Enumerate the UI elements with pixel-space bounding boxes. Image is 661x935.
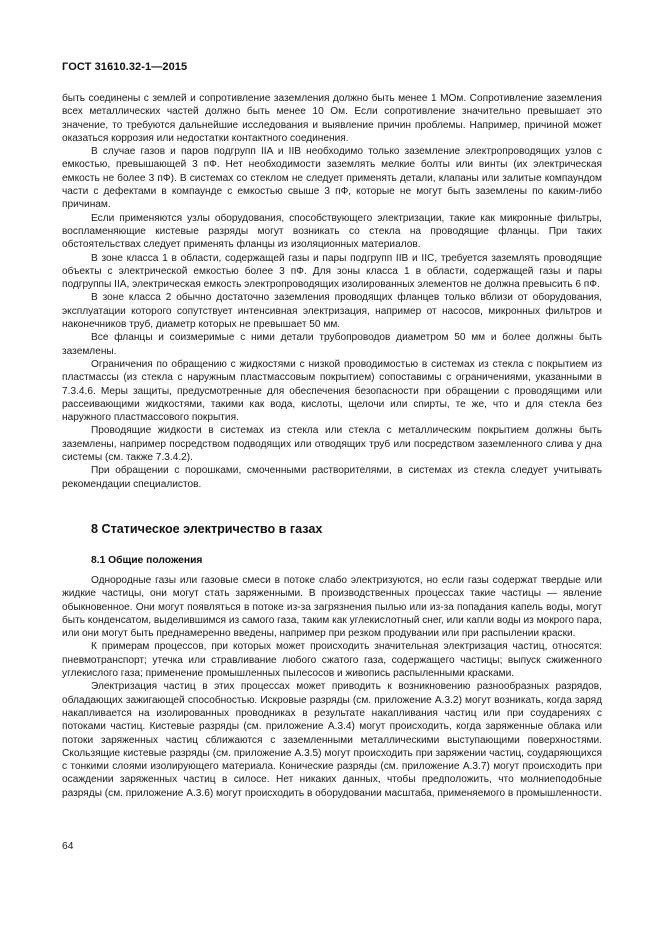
paragraph: Ограничения по обращению с жидкостями с низкой проводимостью в системах из стекла с покрытием из пластмассы (из стекла с наружным пластмассовым покрытием) сопоставимы с ограничениями, указанными в 7.3.4.6. Меры защиты, предусмотренные для обеспечения безопасности при обращении с проводящими или рассеивающими жидкостями, такими как вода, кислоты, щелочи или спирты, те же, что и для стекла без наружного пластмассового покрытия.	[62, 358, 602, 424]
document-header: ГОСТ 31610.32-1—2015	[62, 61, 188, 73]
paragraph: В случае газов и паров подгрупп IIA и IIB необходимо только заземление электропроводящих узлов с емкостью, превышающей 3 пФ. Нет необходимости заземлять мелкие болты или винты (их электрическая емкость не более 3 пФ). В системах со стеклом не следует применять детали, клапаны или залитые компаундом части с дефектами в компаунде с емкостью свыше 3 пФ, которые не могут быть заземлены по каким-либо причинам.	[62, 146, 602, 211]
body-text-after	[62, 574, 602, 800]
page-number: 64	[62, 841, 74, 852]
section-heading: 8 Статическое электричество в газах	[91, 522, 323, 536]
subsection-heading: 8.1 Общие положения	[91, 555, 203, 566]
paragraph: Электризация частиц в этих процессах может приводить к возникновению разнообразных разрядов, обладающих зажигающей способностью. Искровые разряды (см. приложение А.3.2) могут возникать, когда заряд накапливается на изолированных проводниках в результате накапливания частиц или при соударениях с потоками частиц. Кистевые разряды (см. приложение А.3.4) могут происходить, когда заряженные облака или потоки заряженных частиц сближаются с заземленными металлическими выступающими поверхностями. Скользящие кистевые разряды (см. приложение А.3.5) могут происходить при заряжении частиц, соударяющихся с тонкими слоями изолирующего материала. Конические разряды (см. приложение А.3.7) могут происходить при осаждении заряженных частиц в силосе. Нет никаких данных, чтобы предположить, что молниеподобные разряды (см. приложение А.3.6) могут происходить в оборудовании масштаба, применяемого в промышленности.	[62, 681, 602, 799]
paragraph: В зоне класса 2 обычно достаточно заземления проводящих фланцев только вблизи от оборудования, эксплуатации которого сопутствует интенсивная электризация, например от насосов, микронных фильтров и наконечников труб, диаметр которых не превышает 50 мм.	[62, 292, 602, 331]
paragraph: К примерам процессов, при которых может происходить значительная электризация частиц, относятся: пневмотранспорт; утечка или стравливание любого сжатого газа, содержащего частицы; выпуск сжиженного углекислого газа; применение промышленных пылесосов и живопись распыленными красками.	[62, 641, 602, 680]
paragraph: Проводящие жидкости в системах из стекла или стекла с металлическим покрытием должны быть заземлены, например посредством подводящих или отводящих труб или посредством заземленного слива у дна системы (см. также 7.3.4.2).	[62, 425, 602, 464]
paragraph: При обращении с порошками, смоченными растворителями, в системах из стекла следует учитывать рекомендации специалистов.	[62, 465, 602, 490]
body-text-before	[62, 92, 602, 491]
paragraph: Если применяются узлы оборудования, способствующего электризации, такие как микронные фильтры, воспламеняющие кистевые разряды могут возникать со стекла на проводящие фланцы. При таких обстоятельствах следует применять фланцы из изоляционных материалов.	[62, 212, 602, 251]
paragraph: В зоне класса 1 в области, содержащей газы и пары подгрупп IIB и IIC, требуется заземлять проводящие объекты с электрической емкостью более 3 пФ. Для зоны класса 1 в области, содержащей газы и пары подгруппы IIA, электрическая емкость электропроводящих изолированных элементов не должна превысить 6 пФ.	[62, 252, 602, 291]
paragraph: быть соединены с землей и сопротивление заземления должно быть менее 1 МОм. Сопротивление заземления всех металлических частей должно быть менее 10 Ом. Если сопротивление значительно превышает это значение, то требуются дальнейшие исследования и выявление причин проблемы. Например, причиной может оказаться коррозия или недостатки контактного соединения.	[62, 93, 602, 144]
paragraph: Однородные газы или газовые смеси в потоке слабо электризуются, но если газы содержат твердые или жидкие частицы, они могут стать заряженными. В производственных процессах такие частицы — явление обыкновенное. Они могут появляться в потоке из-за загрязнения пылью или из-за попадания капель воды, могут быть конденсатом, выделившимся из самого газа, таким как углекислотный снег, или капли воды из мокрого пара, или они могут быть преднамеренно введены, например при резком продувании или при распылении краски.	[62, 575, 602, 640]
paragraph: Все фланцы и соизмеримые с ними детали трубопроводов диаметром 50 мм и более должны быть заземлены.	[62, 332, 602, 357]
